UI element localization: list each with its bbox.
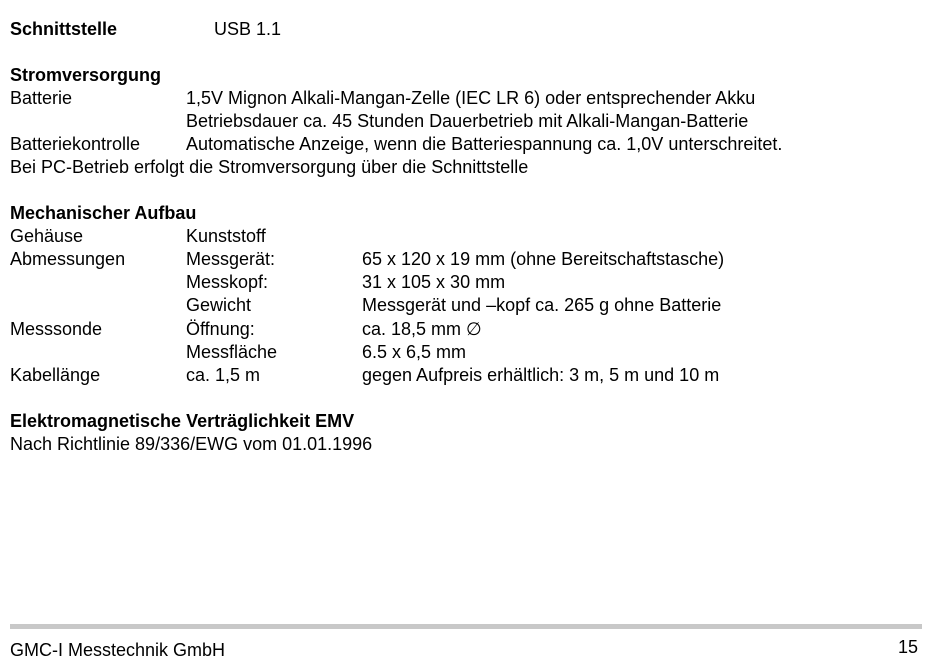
- battery-type: 1,5V Mignon Alkali-Mangan-Zelle (IEC LR 6) oder entsprechender Akku: [186, 88, 756, 108]
- emc-text: Nach Richtlinie 89/336/EWG vom 01.01.1996: [10, 434, 373, 454]
- battery-label: Batterie: [10, 88, 73, 108]
- interface-label: Schnittstelle: [10, 19, 118, 39]
- spec-row-label: Messsonde: [10, 319, 103, 339]
- mechanical-heading: Mechanischer Aufbau: [10, 203, 197, 223]
- spec-row-label: Abmessungen: [10, 249, 126, 269]
- footer-divider: [10, 624, 922, 629]
- spec-row-value: 6.5 x 6,5 mm: [362, 342, 467, 362]
- battery-check-value: Automatische Anzeige, wenn die Batteriespannung ca. 1,0V unterschreitet.: [186, 134, 783, 154]
- spec-row-sub: ca. 1,5 m: [186, 365, 261, 385]
- spec-row-value: 31 x 105 x 30 mm: [362, 272, 506, 292]
- footer-company: GMC-I Messtechnik GmbH: [10, 640, 226, 660]
- spec-row-sub: Öffnung:: [186, 319, 255, 339]
- battery-check-label: Batteriekontrolle: [10, 134, 141, 154]
- spec-row-sub: Messfläche: [186, 342, 278, 362]
- spec-row-value: ca. 18,5 mm ∅: [362, 319, 482, 339]
- spec-row-sub: Messkopf:: [186, 272, 269, 292]
- spec-row-value: Messgerät und –kopf ca. 265 g ohne Batterie: [362, 295, 722, 315]
- spec-row-label: Gehäuse: [10, 226, 84, 246]
- spec-row-value: 65 x 120 x 19 mm (ohne Bereitschaftstasche): [362, 249, 725, 269]
- spec-row-value: gegen Aufpreis erhältlich: 3 m, 5 m und 10 m: [362, 365, 720, 385]
- page-number: 15: [898, 637, 919, 657]
- emc-heading: Elektromagnetische Verträglichkeit EMV: [10, 411, 355, 431]
- spec-row-sub: Kunststoff: [186, 226, 266, 246]
- spec-row-sub: Messgerät:: [186, 249, 276, 269]
- spec-row-label: Kabellänge: [10, 365, 101, 385]
- pc-power-note: Bei PC-Betrieb erfolgt die Stromversorgung über die Schnittstelle: [10, 157, 529, 177]
- battery-runtime: Betriebsdauer ca. 45 Stunden Dauerbetrieb mit Alkali-Mangan-Batterie: [186, 111, 749, 131]
- interface-value: USB 1.1: [214, 19, 282, 39]
- spec-row-sub: Gewicht: [186, 295, 252, 315]
- power-heading: Stromversorgung: [10, 65, 162, 85]
